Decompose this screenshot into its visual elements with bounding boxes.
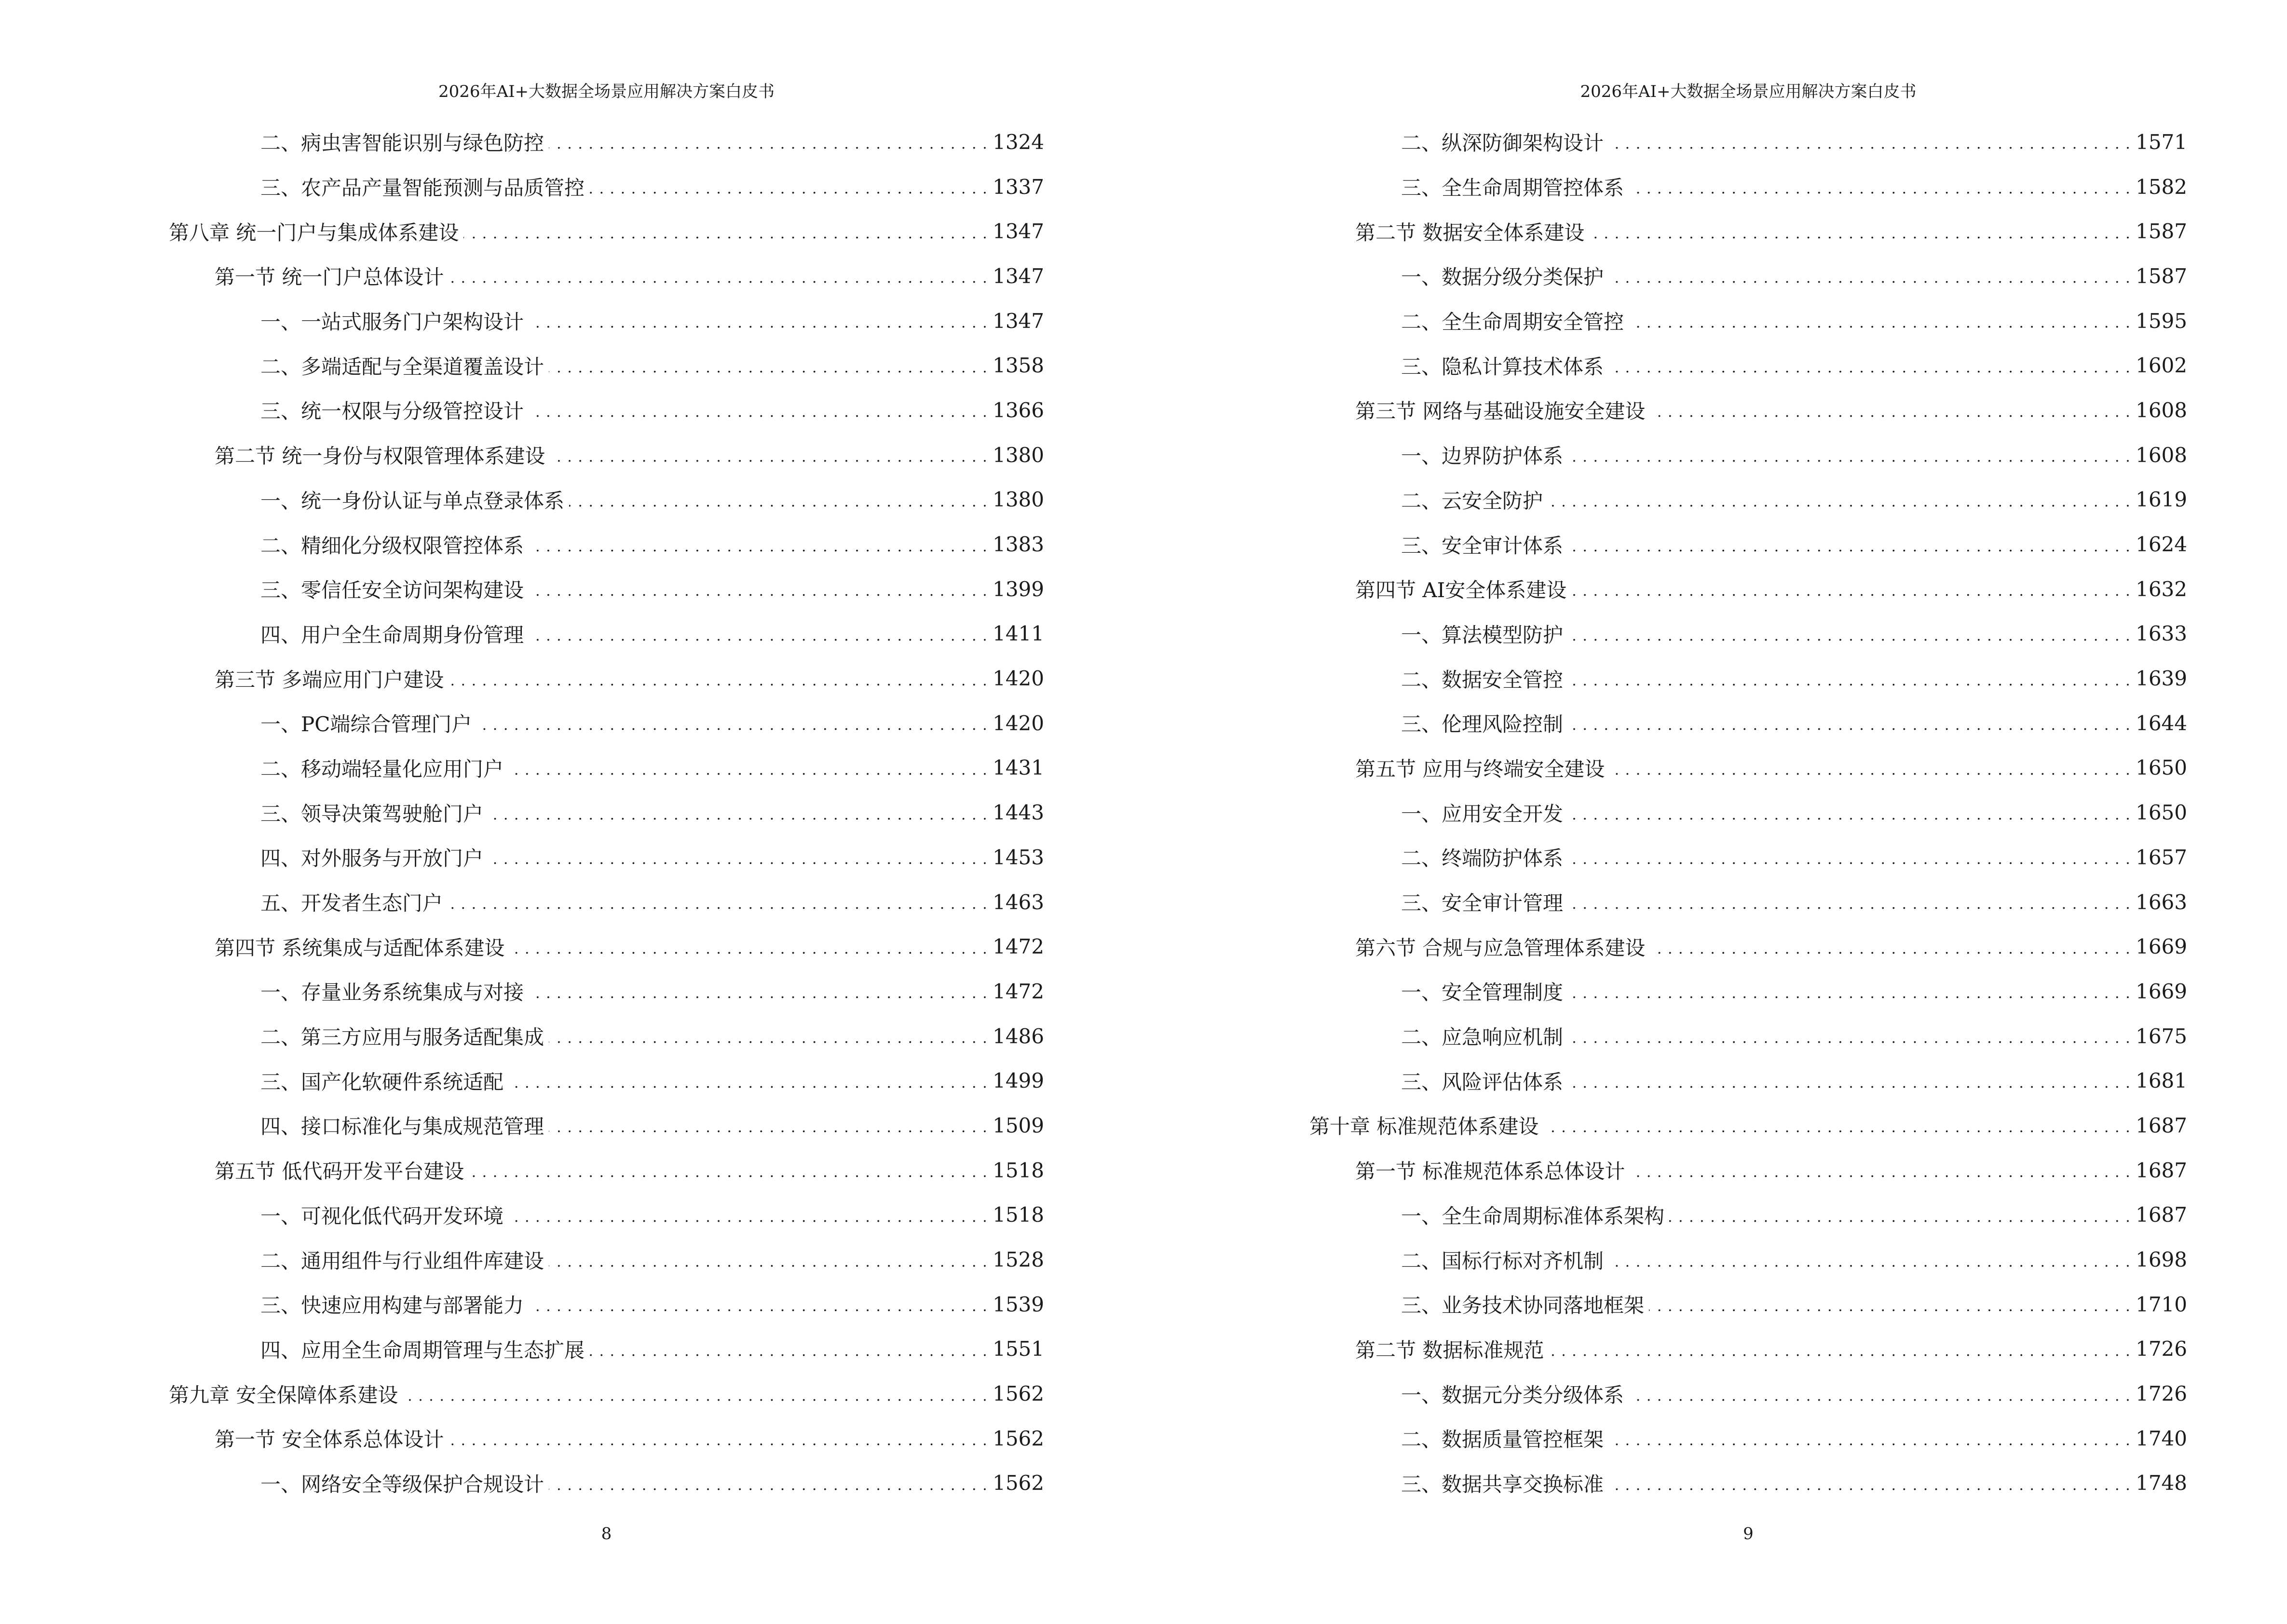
dot-leader [1568, 803, 2131, 823]
toc-entry-title: 第三节 网络与基础设施安全建设 [1355, 399, 1646, 423]
dot-leader [488, 803, 988, 823]
toc-entry-title: 三、风险评估体系 [1401, 1070, 1564, 1094]
toc-subsection-entry[interactable] [169, 880, 1044, 925]
toc-entry-title: 三、安全审计体系 [1401, 533, 1564, 558]
toc-entry-page-number: 1420 [993, 667, 1044, 691]
dot-leader [529, 400, 988, 420]
toc-entry-page-number: 1687 [2136, 1203, 2187, 1227]
toc-entry-page-number: 1499 [993, 1069, 1044, 1093]
dot-leader [1568, 892, 2131, 912]
toc-entry-title: 三、隐私计算技术体系 [1401, 355, 1604, 379]
toc-section-entry[interactable] [1309, 924, 2187, 969]
dot-leader [1650, 937, 2131, 957]
toc-entry-page-number: 1324 [993, 130, 1044, 154]
toc-entry-page-number: 1663 [2136, 890, 2187, 914]
dot-leader [549, 355, 988, 376]
toc-subsection-entry[interactable] [169, 1237, 1044, 1282]
toc-entry-title: 第四节 系统集成与适配体系建设 [215, 936, 505, 960]
toc-entry-title: 三、数据共享交换标准 [1401, 1472, 1604, 1496]
toc-section-entry[interactable] [169, 1416, 1044, 1461]
dot-leader [476, 713, 988, 733]
toc-subsection-entry[interactable] [169, 388, 1044, 433]
toc-subsection-entry[interactable] [1309, 254, 2187, 299]
toc-subsection-entry[interactable] [1309, 1237, 2187, 1282]
toc-chapter-entry[interactable] [169, 1371, 1044, 1416]
toc-subsection-entry[interactable] [1309, 478, 2187, 522]
toc-entry-page-number: 1587 [2136, 219, 2187, 244]
toc-subsection-entry[interactable] [169, 299, 1044, 343]
toc-subsection-entry[interactable] [1309, 701, 2187, 746]
dot-leader [589, 1339, 988, 1359]
toc-subsection-entry[interactable] [169, 969, 1044, 1014]
dot-leader [1571, 579, 2131, 599]
toc-entry-page-number: 1602 [2136, 354, 2187, 378]
toc-entry-page-number: 1551 [993, 1337, 1044, 1361]
toc-section-entry[interactable] [1309, 567, 2187, 612]
toc-entry-title: 三、安全审计管理 [1401, 891, 1564, 915]
dot-leader [1629, 177, 2131, 197]
toc-entry-page-number: 1431 [993, 756, 1044, 780]
toc-subsection-entry[interactable] [1309, 1371, 2187, 1416]
toc-subsection-entry[interactable] [169, 612, 1044, 656]
toc-entry-page-number: 1358 [993, 354, 1044, 378]
toc-subsection-entry[interactable] [169, 343, 1044, 388]
toc-entry-title: 三、全生命周期管控体系 [1401, 176, 1624, 200]
toc-entry-title: 第一节 安全体系总体设计 [215, 1428, 444, 1452]
toc-entry-page-number: 1453 [993, 845, 1044, 869]
toc-subsection-entry[interactable] [1309, 343, 2187, 388]
toc-subsection-entry[interactable] [1309, 1193, 2187, 1238]
toc-entry-title: 四、接口标准化与集成规范管理 [260, 1115, 545, 1139]
toc-subsection-entry[interactable] [1309, 612, 2187, 656]
dot-leader [529, 534, 988, 555]
toc-entry-page-number: 1710 [2136, 1292, 2187, 1316]
toc-subsection-entry[interactable] [1309, 1282, 2187, 1327]
dot-leader [469, 1160, 988, 1180]
toc-entry-page-number: 1380 [993, 488, 1044, 512]
dot-leader [403, 1384, 988, 1404]
dot-leader [1608, 132, 2131, 152]
toc-entry-title: 三、快速应用构建与部署能力 [260, 1294, 524, 1318]
toc-list [169, 120, 1044, 1505]
toc-entry-title: 三、零信任安全访问架构建设 [260, 578, 524, 602]
toc-entry-title: 三、国产化软硬件系统适配 [260, 1070, 504, 1094]
toc-subsection-entry[interactable] [169, 1103, 1044, 1148]
toc-entry-title: 三、农产品产量智能预测与品质管控 [260, 176, 585, 200]
toc-subsection-entry[interactable] [1309, 433, 2187, 478]
dot-leader [463, 221, 988, 242]
toc-entry-page-number: 1675 [2136, 1024, 2187, 1048]
toc-entry-title: 二、终端防护体系 [1401, 846, 1564, 871]
toc-entry-title: 一、边界防护体系 [1401, 444, 1564, 468]
toc-entry-page-number: 1587 [2136, 264, 2187, 288]
toc-subsection-entry[interactable] [169, 120, 1044, 164]
toc-entry-page-number: 1657 [2136, 845, 2187, 869]
toc-entry-page-number: 1650 [2136, 756, 2187, 780]
toc-subsection-entry[interactable] [169, 478, 1044, 522]
dot-leader [1650, 400, 2131, 420]
dot-leader [549, 132, 988, 152]
dot-leader [1568, 713, 2131, 733]
toc-entry-page-number: 1562 [993, 1426, 1044, 1450]
toc-subsection-entry[interactable] [1309, 790, 2187, 835]
toc-subsection-entry[interactable] [1309, 835, 2187, 880]
toc-subsection-entry[interactable] [1309, 522, 2187, 567]
dot-leader [449, 266, 988, 286]
dot-leader [1608, 1473, 2131, 1493]
toc-entry-title: 第十章 标准规范体系建设 [1309, 1115, 1539, 1139]
toc-entry-page-number: 1443 [993, 801, 1044, 825]
dot-leader [449, 1428, 988, 1448]
toc-entry-page-number: 1650 [2136, 801, 2187, 825]
toc-entry-title: 二、病虫害智能识别与绿色防控 [260, 131, 545, 155]
toc-chapter-entry[interactable] [169, 209, 1044, 254]
dot-leader [448, 892, 988, 912]
toc-subsection-entry[interactable] [169, 1327, 1044, 1372]
toc-entry-page-number: 1399 [993, 577, 1044, 601]
toc-subsection-entry[interactable] [1309, 120, 2187, 164]
toc-entry-title: 第五节 应用与终端安全建设 [1355, 757, 1605, 781]
toc-entry-title: 一、存量业务系统集成与对接 [260, 981, 524, 1005]
toc-entry-title: 二、移动端轻量化应用门户 [260, 757, 504, 781]
dot-leader [449, 669, 988, 689]
toc-entry-title: 第一节 统一门户总体设计 [215, 265, 444, 289]
toc-entry-title: 二、数据安全管控 [1401, 668, 1564, 692]
toc-entry-page-number: 1608 [2136, 443, 2187, 467]
toc-entry-title: 二、应急响应机制 [1401, 1025, 1564, 1050]
dot-leader [529, 624, 988, 644]
toc-entry-title: 四、应用全生命周期管理与生态扩展 [260, 1338, 585, 1362]
toc-subsection-entry[interactable] [1309, 164, 2187, 209]
toc-section-entry[interactable] [1309, 209, 2187, 254]
dot-leader [1608, 355, 2131, 376]
toc-entry-page-number: 1337 [993, 175, 1044, 199]
toc-entry-title: 第二节 统一身份与权限管理体系建设 [215, 444, 545, 468]
dot-leader [509, 937, 988, 957]
toc-entry-page-number: 1681 [2136, 1069, 2187, 1093]
dot-leader [1630, 1160, 2131, 1180]
toc-entry-page-number: 1582 [2136, 175, 2187, 199]
dot-leader [1543, 1115, 2131, 1135]
toc-subsection-entry[interactable] [169, 567, 1044, 612]
toc-entry-title: 一、PC端综合管理门户 [260, 712, 472, 737]
toc-entry-title: 第二节 数据安全体系建设 [1355, 220, 1585, 245]
toc-entry-title: 二、国标行标对齐机制 [1401, 1249, 1604, 1273]
toc-entry-title: 二、云安全防护 [1401, 489, 1543, 513]
dot-leader [1568, 981, 2131, 1001]
toc-entry-page-number: 1383 [993, 532, 1044, 557]
toc-entry-title: 第三节 多端应用门户建设 [215, 668, 444, 692]
toc-entry-page-number: 1509 [993, 1113, 1044, 1137]
toc-entry-page-number: 1562 [993, 1382, 1044, 1406]
toc-entry-title: 一、统一身份认证与单点登录体系 [260, 489, 565, 513]
toc-entry-page-number: 1595 [2136, 309, 2187, 333]
toc-section-entry[interactable] [169, 924, 1044, 969]
dot-leader [508, 1205, 988, 1225]
toc-entry-title: 一、算法模型防护 [1401, 623, 1564, 647]
toc-subsection-entry[interactable] [1309, 969, 2187, 1014]
toc-subsection-entry[interactable] [1309, 1416, 2187, 1461]
running-header: 2026年AI+大数据全场景应用解决方案白皮书 [438, 82, 775, 101]
dot-leader [1548, 490, 2131, 510]
dot-leader [529, 1294, 988, 1314]
toc-entry-page-number: 1726 [2136, 1382, 2187, 1406]
toc-subsection-entry[interactable] [169, 1282, 1044, 1327]
toc-entry-title: 一、数据分级分类保护 [1401, 265, 1604, 289]
toc-entry-title: 第二节 数据标准规范 [1355, 1338, 1544, 1362]
toc-entry-page-number: 1632 [2136, 577, 2187, 601]
dot-leader [1568, 624, 2131, 644]
dot-leader [1568, 445, 2131, 465]
dot-leader [1549, 1339, 2131, 1359]
toc-entry-title: 二、通用组件与行业组件库建设 [260, 1249, 545, 1273]
toc-entry-page-number: 1571 [2136, 130, 2187, 154]
toc-entry-page-number: 1562 [993, 1471, 1044, 1495]
toc-entry-title: 二、全生命周期安全管控 [1401, 310, 1624, 334]
toc-entry-title: 一、数据元分类分级体系 [1401, 1383, 1624, 1407]
toc-subsection-entry[interactable] [1309, 656, 2187, 701]
dot-leader [488, 847, 988, 867]
toc-entry-page-number: 1624 [2136, 532, 2187, 557]
toc-entry-page-number: 1463 [993, 890, 1044, 914]
dot-leader [1589, 221, 2131, 242]
toc-entry-page-number: 1669 [2136, 935, 2187, 959]
toc-entry-page-number: 1608 [2136, 398, 2187, 422]
toc-entry-title: 二、多端适配与全渠道覆盖设计 [260, 355, 545, 379]
toc-subsection-entry[interactable] [169, 790, 1044, 835]
toc-entry-title: 二、数据质量管控框架 [1401, 1428, 1604, 1452]
page-number: 9 [1743, 1524, 1754, 1543]
toc-entry-title: 第六节 合规与应急管理体系建设 [1355, 936, 1646, 960]
toc-subsection-entry[interactable] [169, 1461, 1044, 1506]
toc-entry-page-number: 1366 [993, 398, 1044, 422]
toc-entry-page-number: 1380 [993, 443, 1044, 467]
toc-subsection-entry[interactable] [169, 746, 1044, 791]
toc-entry-page-number: 1518 [993, 1158, 1044, 1182]
toc-entry-title: 第四节 AI安全体系建设 [1355, 578, 1567, 602]
toc-entry-page-number: 1347 [993, 264, 1044, 288]
toc-entry-title: 三、伦理风险控制 [1401, 712, 1564, 737]
toc-entry-page-number: 1687 [2136, 1113, 2187, 1137]
dot-leader [589, 177, 988, 197]
toc-entry-title: 四、用户全生命周期身份管理 [260, 623, 524, 647]
dot-leader [1568, 1026, 2131, 1046]
toc-entry-title: 三、统一权限与分级管控设计 [260, 399, 524, 423]
dot-leader [549, 1026, 988, 1046]
toc-subsection-entry[interactable] [169, 835, 1044, 880]
toc-subsection-entry[interactable] [169, 1058, 1044, 1103]
toc-subsection-entry[interactable] [1309, 299, 2187, 343]
toc-section-entry[interactable] [169, 656, 1044, 701]
toc-entry-title: 第五节 低代码开发平台建设 [215, 1160, 464, 1184]
toc-entry-page-number: 1619 [2136, 488, 2187, 512]
toc-entry-title: 二、精细化分级权限管控体系 [260, 533, 524, 558]
toc-entry-page-number: 1472 [993, 935, 1044, 959]
toc-subsection-entry[interactable] [1309, 1014, 2187, 1059]
dot-leader [1568, 847, 2131, 867]
toc-section-entry[interactable] [169, 433, 1044, 478]
dot-leader [549, 1115, 988, 1135]
toc-list [1309, 120, 2187, 1505]
toc-entry-title: 二、纵深防御架构设计 [1401, 131, 1604, 155]
toc-subsection-entry[interactable] [169, 522, 1044, 567]
dot-leader [1568, 1071, 2131, 1091]
dot-leader [1568, 534, 2131, 555]
dot-leader [1629, 311, 2131, 331]
toc-entry-page-number: 1347 [993, 219, 1044, 244]
toc-entry-page-number: 1518 [993, 1203, 1044, 1227]
dot-leader [1608, 1428, 2131, 1448]
toc-entry-page-number: 1726 [2136, 1337, 2187, 1361]
dot-leader [1649, 1294, 2131, 1314]
toc-subsection-entry[interactable] [1309, 880, 2187, 925]
toc-entry-title: 一、应用安全开发 [1401, 802, 1564, 826]
toc-entry-page-number: 1528 [993, 1248, 1044, 1272]
toc-entry-title: 二、第三方应用与服务适配集成 [260, 1025, 545, 1050]
toc-entry-page-number: 1748 [2136, 1471, 2187, 1495]
toc-entry-page-number: 1639 [2136, 667, 2187, 691]
toc-entry-page-number: 1411 [993, 622, 1044, 646]
toc-entry-title: 一、全生命周期标准体系架构 [1401, 1204, 1665, 1228]
toc-entry-page-number: 1740 [2136, 1426, 2187, 1450]
dot-leader [1608, 1250, 2131, 1270]
dot-leader [508, 758, 988, 778]
toc-entry-title: 第八章 统一门户与集成体系建设 [169, 220, 459, 245]
toc-entry-page-number: 1472 [993, 979, 1044, 1003]
toc-entry-page-number: 1539 [993, 1292, 1044, 1316]
dot-leader [508, 1071, 988, 1091]
dot-leader [529, 579, 988, 599]
toc-section-entry[interactable] [1309, 746, 2187, 791]
toc-entry-page-number: 1486 [993, 1024, 1044, 1048]
toc-entry-title: 五、开发者生态门户 [260, 891, 443, 915]
toc-section-entry[interactable] [1309, 1148, 2187, 1193]
dot-leader [549, 1250, 988, 1270]
toc-entry-page-number: 1633 [2136, 622, 2187, 646]
toc-entry-title: 一、安全管理制度 [1401, 981, 1564, 1005]
toc-section-entry[interactable] [1309, 388, 2187, 433]
toc-subsection-entry[interactable] [169, 1193, 1044, 1238]
toc-entry-title: 第九章 安全保障体系建设 [169, 1383, 398, 1407]
toc-entry-title: 三、业务技术协同落地框架 [1401, 1294, 1645, 1318]
toc-entry-page-number: 1420 [993, 711, 1044, 735]
dot-leader [1669, 1205, 2131, 1225]
toc-entry-title: 一、一站式服务门户架构设计 [260, 310, 524, 334]
running-header: 2026年AI+大数据全场景应用解决方案白皮书 [1580, 82, 1917, 101]
toc-section-entry[interactable] [169, 1148, 1044, 1193]
dot-leader [549, 1473, 988, 1493]
toc-entry-page-number: 1669 [2136, 979, 2187, 1003]
toc-chapter-entry[interactable] [1309, 1103, 2187, 1148]
toc-subsection-entry[interactable] [169, 701, 1044, 746]
dot-leader [569, 490, 988, 510]
toc-entry-title: 一、网络安全等级保护合规设计 [260, 1472, 545, 1496]
dot-leader [529, 311, 988, 331]
dot-leader [1629, 1384, 2131, 1404]
dot-leader [1608, 266, 2131, 286]
toc-subsection-entry[interactable] [169, 164, 1044, 209]
toc-entry-title: 一、可视化低代码开发环境 [260, 1204, 504, 1228]
dot-leader [1609, 758, 2131, 778]
toc-entry-title: 四、对外服务与开放门户 [260, 846, 484, 871]
toc-entry-title: 三、领导决策驾驶舱门户 [260, 802, 484, 826]
page-number: 8 [601, 1524, 612, 1543]
dot-leader [550, 445, 988, 465]
toc-subsection-entry[interactable] [1309, 1058, 2187, 1103]
toc-page-right [1144, 0, 2287, 1624]
toc-entry-page-number: 1644 [2136, 711, 2187, 735]
dot-leader [529, 981, 988, 1001]
toc-subsection-entry[interactable] [169, 1014, 1044, 1059]
toc-entry-title: 第一节 标准规范体系总体设计 [1355, 1160, 1625, 1184]
toc-section-entry[interactable] [1309, 1327, 2187, 1372]
dot-leader [1568, 669, 2131, 689]
toc-subsection-entry[interactable] [1309, 1461, 2187, 1506]
toc-entry-page-number: 1347 [993, 309, 1044, 333]
toc-section-entry[interactable] [169, 254, 1044, 299]
toc-entry-page-number: 1687 [2136, 1158, 2187, 1182]
toc-entry-page-number: 1698 [2136, 1248, 2187, 1272]
